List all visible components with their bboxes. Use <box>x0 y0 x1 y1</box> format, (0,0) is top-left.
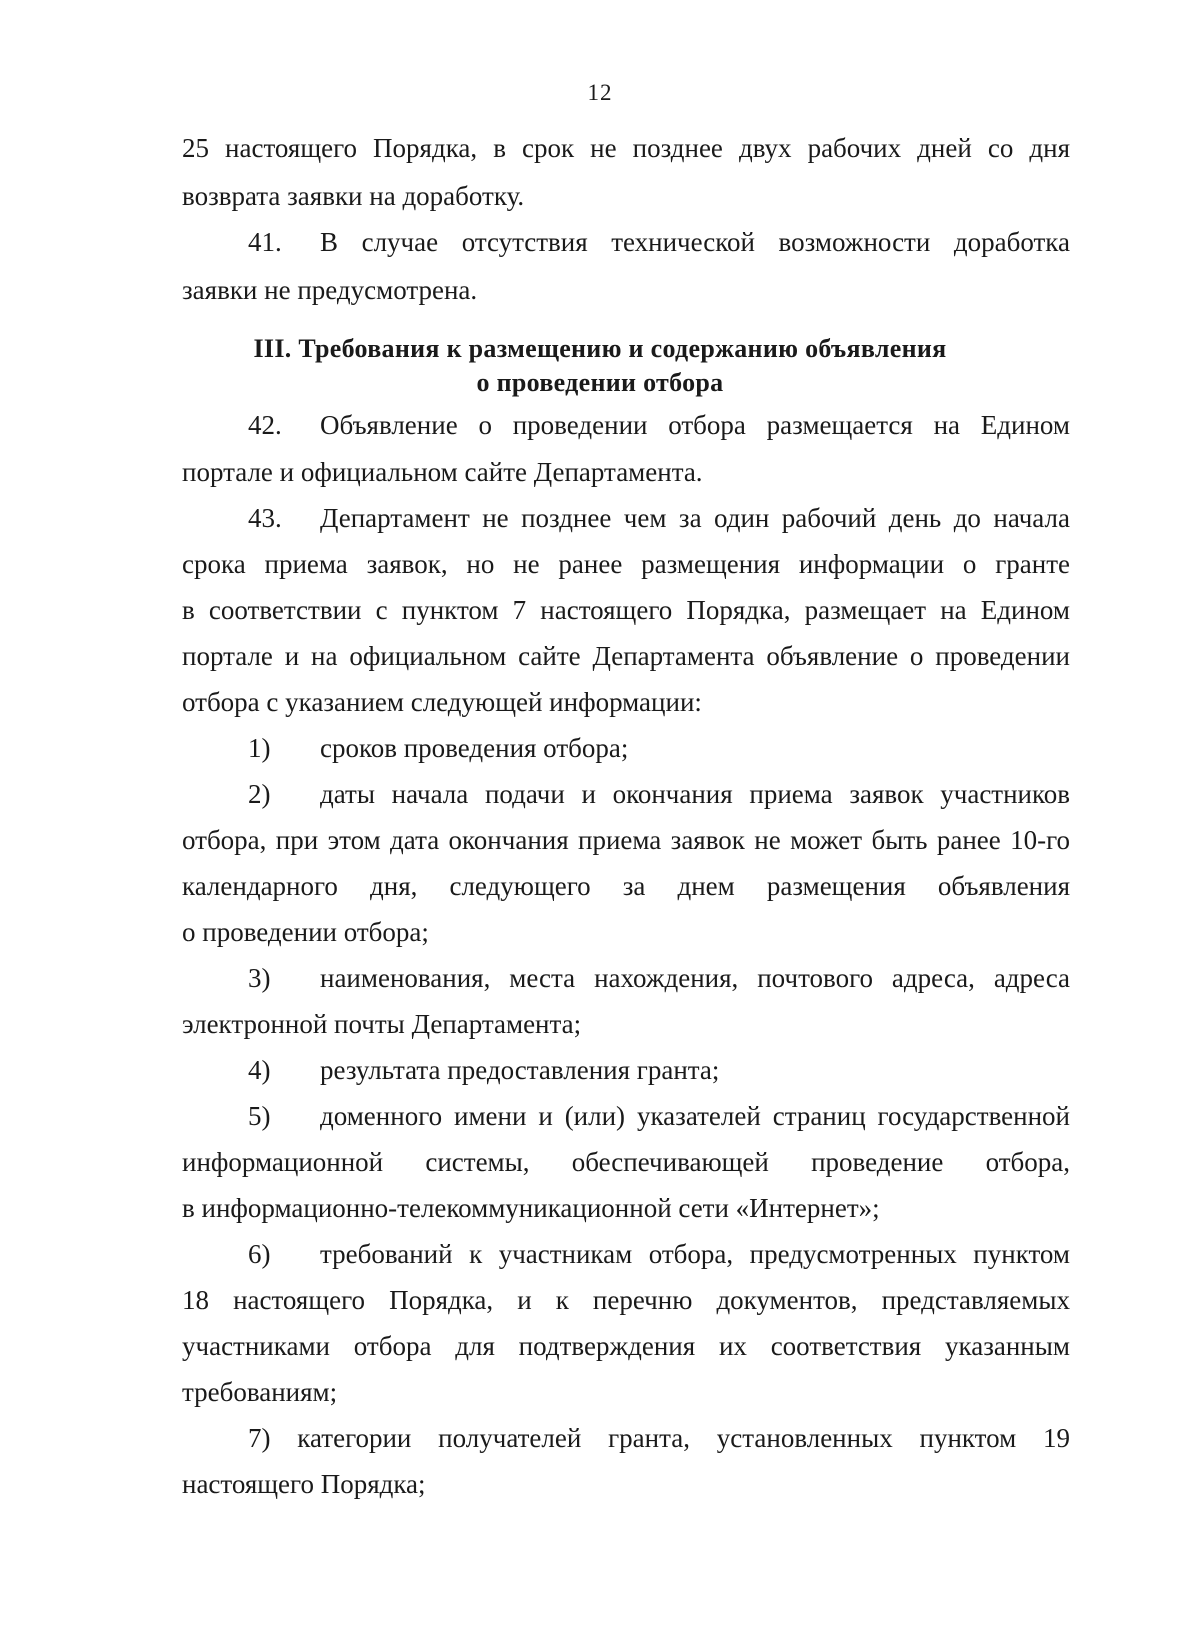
list-item-number: 6) <box>248 1239 271 1269</box>
paragraph-number: 42. <box>248 410 282 440</box>
text-line: Департамент не позднее чем за один рабочий день до начала <box>320 503 1070 533</box>
text-line: требованиям; <box>182 1377 338 1407</box>
text-line: портале и официальном сайте Департамента. <box>182 457 703 487</box>
text-line: срока приема заявок, но не ранее размещения информации о гранте <box>182 549 1070 579</box>
text-line: о проведении отбора; <box>182 917 429 947</box>
text-line: даты начала подачи и окончания приема заявок участников <box>320 779 1070 809</box>
text-line: в соответствии с пунктом 7 настоящего Порядка, размещает на Едином <box>182 595 1070 625</box>
list-item-number: 5) <box>248 1101 271 1131</box>
list-item-number: 1) <box>248 733 271 763</box>
section-heading: III. Требования к размещению и содержанию объявления <box>253 334 947 363</box>
text-line: наименования, места нахождения, почтового адреса, адреса <box>320 963 1070 993</box>
text-line: в информационно-телекоммуникационной сети «Интернет»; <box>182 1193 880 1223</box>
text-line: требований к участникам отбора, предусмотренных пунктом <box>320 1239 1070 1269</box>
list-item-number: 4) <box>248 1055 271 1085</box>
text-line: доменного имени и (или) указателей страниц государственной <box>320 1101 1070 1131</box>
paragraph-number: 43. <box>248 503 282 533</box>
section-heading: о проведении отбора <box>476 368 724 397</box>
text-line: отбора с указанием следующей информации: <box>182 687 702 717</box>
text-line: 7) категории получателей гранта, установленных пунктом 19 <box>248 1423 1070 1453</box>
text-line: отбора, при этом дата окончания приема заявок не может быть ранее 10-го <box>182 825 1070 855</box>
text-line: информационной системы, обеспечивающей проведение отбора, <box>182 1147 1070 1177</box>
text-line: электронной почты Департамента; <box>182 1009 582 1039</box>
text-line: сроков проведения отбора; <box>320 733 629 763</box>
text-line: возврата заявки на доработку. <box>182 181 525 211</box>
text-line: календарного дня, следующего за днем размещения объявления <box>182 871 1070 901</box>
paragraph-number: 41. <box>248 227 282 257</box>
text-line: результата предоставления гранта; <box>320 1055 720 1085</box>
list-item-number: 2) <box>248 779 271 809</box>
text-line: 18 настоящего Порядка, и к перечню документов, представляемых <box>182 1285 1070 1315</box>
text-line: В случае отсутствия технической возможности доработка <box>320 227 1070 257</box>
text-line: 25 настоящего Порядка, в срок не позднее двух рабочих дней со дня <box>182 133 1070 163</box>
text-line: заявки не предусмотрена. <box>182 275 478 305</box>
text-line: настоящего Порядка; <box>182 1469 426 1499</box>
page-number: 12 <box>587 80 613 105</box>
text-line: Объявление о проведении отбора размещается на Едином <box>320 410 1070 440</box>
text-line: портале и на официальном сайте Департамента объявление о проведении <box>182 641 1070 671</box>
list-item-number: 3) <box>248 963 271 993</box>
text-line: участниками отбора для подтверждения их соответствия указанным <box>182 1331 1070 1361</box>
